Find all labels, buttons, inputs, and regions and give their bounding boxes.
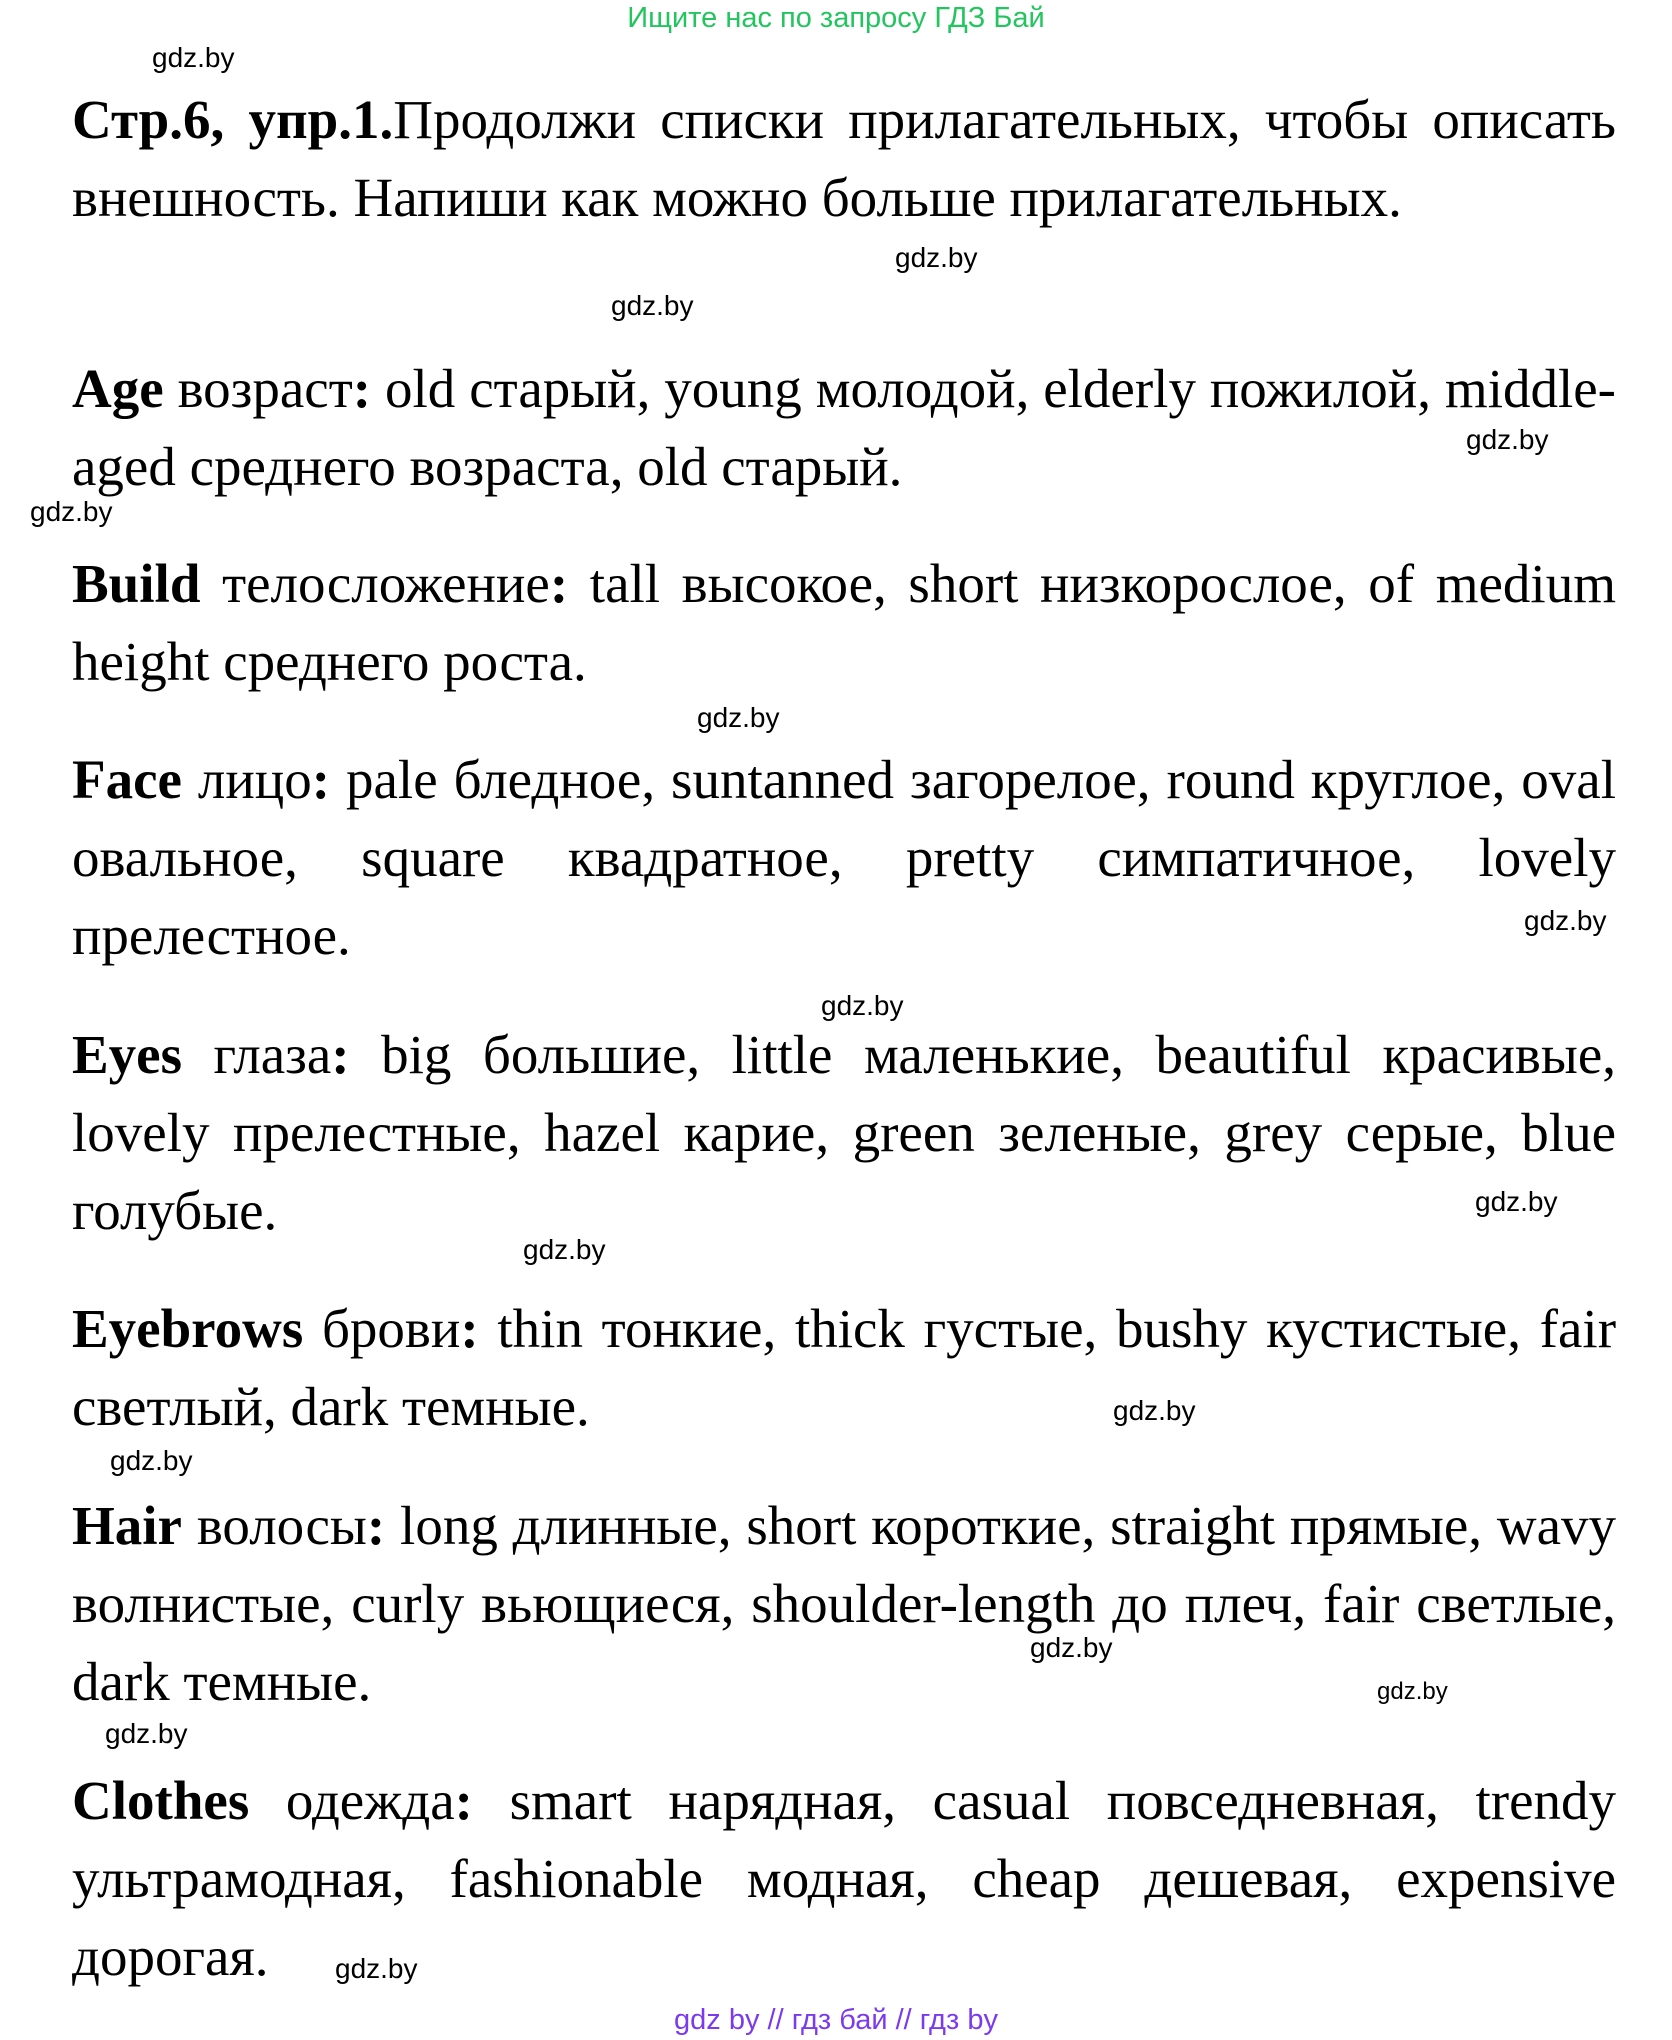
section-clothes [72, 1762, 1616, 1996]
watermark: gdz.by [821, 990, 904, 1021]
section-term: Face [72, 749, 182, 810]
section-eyes [72, 1016, 1616, 1250]
section-heading: брови: [321, 1298, 479, 1359]
watermark: gdz.by [697, 702, 780, 733]
section-age [72, 350, 1616, 506]
exercise-title [72, 81, 1616, 237]
watermark: gdz.by [1466, 424, 1549, 455]
section-heading: глаза: [213, 1024, 350, 1085]
watermark: gdz.by [895, 242, 978, 273]
section-text: tall высокое, short низкорослое, of medium height среднего роста. [72, 553, 1616, 692]
watermark: gdz.by [1030, 1632, 1113, 1663]
section-term: Age [72, 358, 164, 419]
watermark: gdz.by [30, 496, 113, 527]
watermark: gdz.by [523, 1234, 606, 1265]
section-term: Eyebrows [72, 1298, 304, 1359]
section-heading: возраст: [177, 358, 372, 419]
section-text: thin тонкие, thick густые, bushy кустистые, fair светлый, dark темные. [72, 1298, 1617, 1437]
section-text: smart нарядная, casual повседневная, trendy ультрамодная, fashionable модная, cheap дешевая, expensive дорогая. [72, 1770, 1616, 1987]
exercise-label: Стр.6, упр.1. [72, 89, 394, 150]
watermark: gdz.by [152, 42, 235, 73]
watermark: gdz.by [1113, 1395, 1196, 1426]
watermark: gdz.by [611, 290, 694, 321]
section-face [72, 741, 1616, 975]
section-text: long длинные, short короткие, straight прямые, wavy волнистые, curly вьющиеся, shoulder-length до плеч, fair светлые, dark темные. [72, 1495, 1617, 1712]
section-heading: волосы: [196, 1495, 386, 1556]
section-term: Hair [72, 1495, 182, 1556]
section-term: Build [72, 553, 201, 614]
footer-links[interactable]: gdz by // гдз бай // гдз by [674, 2004, 998, 2036]
watermark: gdz.by [1475, 1186, 1558, 1217]
section-heading: лицо: [197, 749, 331, 810]
section-text: big большие, little маленькие, beautiful красивые, lovely прелестные, hazel карие, green зеленые, grey серые, blue голубые. [72, 1024, 1617, 1241]
section-eyebrows [72, 1290, 1616, 1446]
section-heading: одежда: [285, 1770, 473, 1831]
section-build [72, 545, 1616, 701]
section-heading: телосложение: [222, 553, 569, 614]
watermark: gdz.by [1377, 1678, 1448, 1705]
section-text: old старый, young молодой, elderly пожилой, middle-aged среднего возраста, old старый. [72, 358, 1616, 497]
watermark: gdz.by [105, 1718, 188, 1749]
watermark: gdz.by [1524, 905, 1607, 936]
watermark: gdz.by [110, 1445, 193, 1476]
section-text: pale бледное, suntanned загорелое, round круглое, oval овальное, square квадратное, pretty симпатичное, lovely прелестное. [72, 749, 1616, 966]
section-term: Eyes [72, 1024, 182, 1085]
watermark: gdz.by [335, 1953, 418, 1984]
search-hint-link[interactable]: Ищите нас по запросу ГДЗ Бай [627, 2, 1045, 34]
exercise-instruction: Продолжи списки прилагательных, чтобы описать внешность. Напиши как можно больше прилагательных. [72, 89, 1616, 228]
section-term: Clothes [72, 1770, 250, 1831]
